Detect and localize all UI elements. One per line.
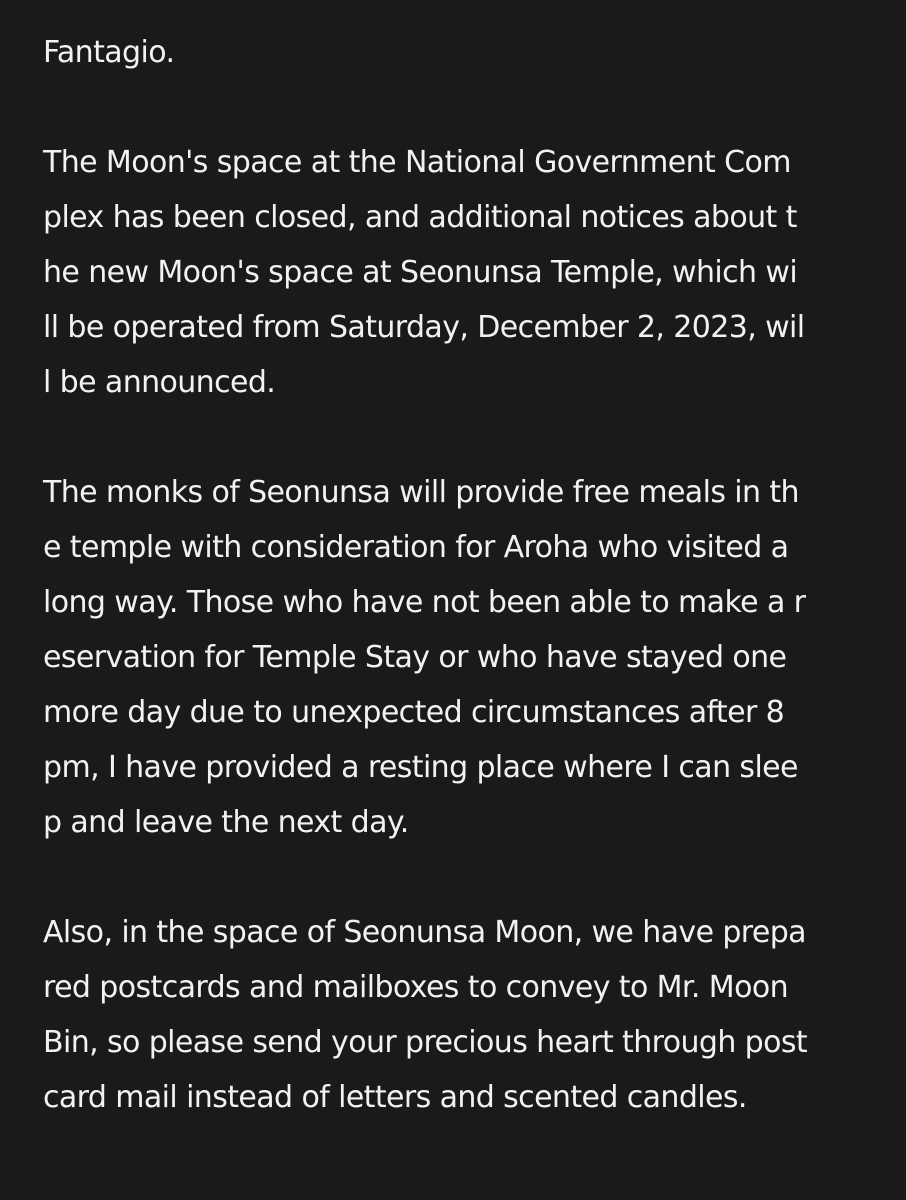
paragraph-4: [43, 905, 883, 1125]
text-line: The monks of Seonunsa will provide free meals in th: [43, 475, 799, 510]
paragraph-2: [43, 135, 883, 410]
text-line: more day due to unexpected circumstances after 8: [43, 695, 785, 730]
text-line: ll be operated from Saturday, December 2, 2023, wil: [43, 310, 805, 345]
text-line: p and leave the next day.: [43, 805, 409, 840]
paragraph-3: [43, 465, 883, 850]
paragraph-1: [43, 25, 883, 80]
text-line: red postcards and mailboxes to convey to Mr. Moon: [43, 970, 788, 1005]
text-line: long way. Those who have not been able to make a r: [43, 585, 806, 620]
text-line: he new Moon's space at Seonunsa Temple, which wi: [43, 255, 798, 290]
paragraph-spacer: [43, 410, 883, 465]
text-line: Fantagio.: [43, 35, 175, 70]
text-line: card mail instead of letters and scented candles.: [43, 1080, 747, 1115]
notice-text: [43, 25, 883, 1125]
text-line: Bin, so please send your precious heart through post: [43, 1025, 808, 1060]
text-line: Also, in the space of Seonunsa Moon, we have prepa: [43, 915, 806, 950]
paragraph-spacer: [43, 80, 883, 135]
text-line: plex has been closed, and additional notices about t: [43, 200, 797, 235]
text-line: eservation for Temple Stay or who have stayed one: [43, 640, 787, 675]
text-line: The Moon's space at the National Government Com: [43, 145, 791, 180]
text-line: e temple with consideration for Aroha who visited a: [43, 530, 789, 565]
text-line: l be announced.: [43, 365, 276, 400]
text-line: pm, I have provided a resting place where I can slee: [43, 750, 798, 785]
paragraph-spacer: [43, 850, 883, 905]
